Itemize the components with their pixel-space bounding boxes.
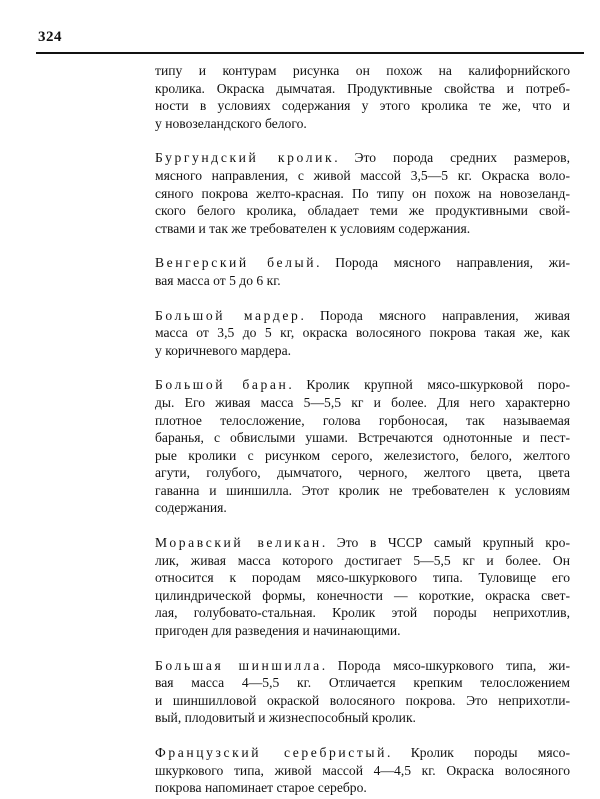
breed-entry-moravian-giant [155, 534, 570, 640]
breed-entry-big-ram [155, 376, 570, 517]
text-line: плотное телосложение, голова горбоносая, так называемая [155, 412, 570, 428]
breed-entry-big-chinchilla [155, 657, 570, 727]
text-line: шкуркового типа, живой массой 4—4,5 кг. Окраска волосяного [155, 762, 570, 778]
breed-title: Большой мардер [155, 307, 301, 323]
text-line: агути, голубого, дымчатого, черного, желтого цвета, цвета [155, 465, 570, 481]
entry-first-line [155, 254, 570, 272]
header-rule [36, 52, 584, 54]
text-line: и шиншилловой окраской волосяного покрова. Это неприхотли- [155, 692, 570, 708]
text-line: относится к породам мясо-шкуркового типа. Туловище его [155, 570, 570, 586]
text-line: вая масса от 5 до 6 кг. [155, 272, 281, 288]
text-line: лик, живая масса которого достигает 5—5,5 кг и более. Он [155, 552, 570, 568]
page-number: 324 [38, 29, 62, 45]
breed-entry-hungarian-white [155, 254, 570, 289]
text-line: мясного направления, с живой массой 3,5—5 кг. Окраска воло- [155, 167, 570, 183]
breed-title: Большой баран [155, 377, 289, 393]
entry-text: . Это порода средних размеров, [334, 150, 570, 166]
text-line: ского белого кролика, обладает теми же продуктивными свой- [155, 203, 570, 219]
text-line: вая масса 4—5,5 кг. Отличается крепким телосложением [155, 675, 570, 691]
text-line: вый, плодовитый и жизнеспособный кролик. [155, 710, 416, 726]
entry-first-line [155, 744, 570, 762]
text-line: гаванна и шиншилла. Этот кролик не требователен к условиям [155, 482, 570, 498]
text-line: содержания. [155, 500, 227, 516]
text-line: масса от 3,5 до 5 кг, окраска волосяного покрова такая же, как [155, 325, 570, 341]
text-line: цилиндрической формы, конечности — короткие, окраска свет- [155, 587, 570, 603]
breed-title: Моравский великан [155, 535, 322, 551]
breed-title: Французский серебристый [155, 745, 388, 760]
entry-text: . Порода мясо-шкуркового типа, жи- [321, 657, 570, 673]
breed-entry-big-marder [155, 307, 570, 360]
text-line: у новозеландского белого. [155, 115, 307, 131]
text-line: сяного покрова желто-красная. По типу он похож на новозеланд- [155, 185, 570, 201]
breed-title: Венгерский белый [155, 255, 317, 271]
text-line: типу и контурам рисунка он похож на калифорнийского [155, 63, 570, 78]
text-line: кролика. Окраска дымчатая. Продуктивные свойства и потреб- [155, 80, 570, 96]
intro-paragraph [155, 62, 570, 132]
breed-entry-burgundy [155, 149, 570, 237]
entry-first-line [155, 307, 570, 325]
text-line: у коричневого мардера. [155, 342, 292, 358]
entry-first-line [155, 657, 570, 675]
text-line: ствами и так же требователен к условиям содержания. [155, 220, 471, 236]
breed-title: Бургундский кролик [155, 150, 335, 166]
text-line: пригоден для разведения и начинающими. [155, 623, 401, 639]
text-line: покрова напоминает старое серебро. [155, 780, 367, 796]
text-line: лая, голубовато-стальная. Кролик этой породы неприхотлив, [155, 605, 570, 621]
entry-text: . Это в ЧССР самый крупный кро- [321, 535, 571, 551]
entry-text: . Кролик породы мясо- [387, 745, 570, 760]
entry-text: . Кролик крупной мясо-шкурковой поро- [288, 377, 570, 393]
text-line: ды. Его живая масса 5—5,5 кг и более. Для него характерно [155, 394, 570, 410]
entry-first-line [155, 534, 570, 552]
entry-first-line [155, 149, 570, 167]
text-line: баранья, с обвислыми ушами. Встречаются однотонные и пест- [155, 430, 570, 446]
entry-text: . Порода мясного направления, жи- [316, 255, 570, 271]
entry-first-line [155, 376, 570, 394]
entry-text: . Порода мясного направления, живая [300, 307, 570, 323]
text-line: рые кролики с рисунком серого, железистого, белого, желтого [155, 447, 570, 463]
text-line: ности в условиях содержания у этого кролика те же, что и [155, 98, 570, 114]
breed-title: Большая шиншилла [155, 657, 322, 673]
main-text [155, 62, 570, 797]
breed-entry-french-silver [155, 744, 570, 797]
